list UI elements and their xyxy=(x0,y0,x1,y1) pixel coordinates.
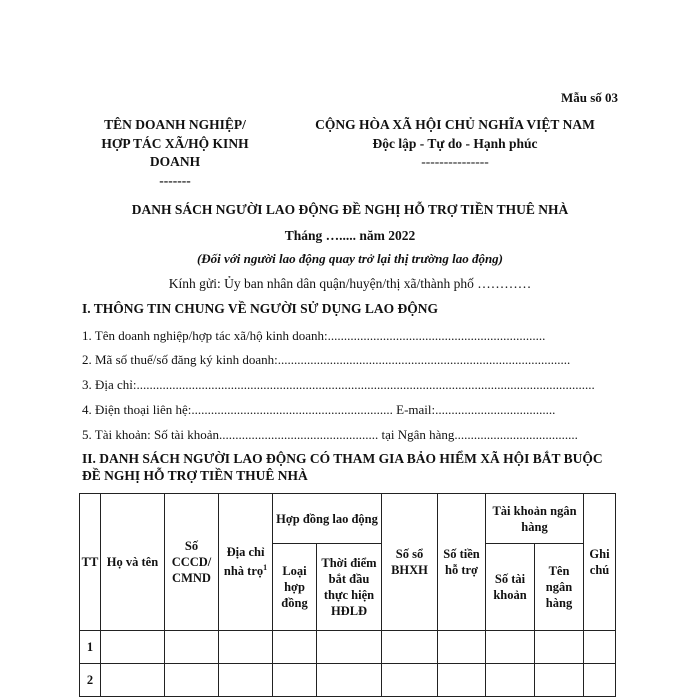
nation-motto: Độc lập - Tự do - Hạnh phúc xyxy=(372,135,538,151)
field-tax-code: 2. Mã số thuế/số đăng ký kinh doanh:.......................................................................................... xyxy=(82,352,571,367)
organization-header xyxy=(80,116,270,190)
col-header-bank-name: Tên ngân hàng xyxy=(535,544,584,631)
cell-account-no xyxy=(486,664,535,697)
field-address: 3. Địa chỉ:............................................................................................................................................. xyxy=(82,377,595,392)
col-header-amount: Số tiền hỗ trợ xyxy=(438,494,486,631)
col-header-address-text: Địa chỉ nhà trọ xyxy=(223,545,265,579)
org-header-dash: ------- xyxy=(159,172,191,188)
cell-contract-type xyxy=(273,631,317,664)
cell-account-no xyxy=(486,631,535,664)
table-header-row xyxy=(80,494,616,544)
field-bank-account: 5. Tài khoản: Số tài khoản................................................. tại Ngân hàng...................................... xyxy=(82,427,578,442)
row-number: 1 xyxy=(80,631,101,664)
cell-contract-type xyxy=(273,664,317,697)
group-header-contract: Hợp đồng lao động xyxy=(273,494,382,544)
recipient-line: Kính gửi: Ủy ban nhân dân quận/huyện/thị xã/thành phố ………… xyxy=(168,276,532,291)
col-header-account-no: Số tài khoản xyxy=(486,544,535,631)
cell-bank-name xyxy=(535,664,584,697)
nation-header-line1: CỘNG HÒA XÃ HỘI CHỦ NGHĨA VIỆT NAM xyxy=(315,117,595,132)
document-title: DANH SÁCH NGƯỜI LAO ĐỘNG ĐỀ NGHỊ HỖ TRỢ TIỀN THUÊ NHÀ xyxy=(131,202,569,217)
col-header-contract-type: Loại hợp đồng xyxy=(273,544,317,631)
col-header-name: Họ và tên xyxy=(101,494,165,631)
col-header-note: Ghi chú xyxy=(584,494,616,631)
cell-bank-name xyxy=(535,631,584,664)
field-phone-email: 4. Điện thoại liên hệ:.............................................................. E-mail:..................................... xyxy=(82,402,556,417)
footnote-marker: 1 xyxy=(263,563,268,573)
cell-address xyxy=(219,664,273,697)
target-note: (Đối với người lao động quay trở lại thị trường lao động) xyxy=(196,251,504,266)
table-row xyxy=(80,664,616,697)
table-row xyxy=(80,631,616,664)
field-business-name: 1. Tên doanh nghiệp/hợp tác xã/hộ kinh doanh:................................................................... xyxy=(82,328,546,343)
cell-contract-start xyxy=(317,631,382,664)
section1-heading: I. THÔNG TIN CHUNG VỀ NGƯỜI SỬ DỤNG LAO ĐỘNG xyxy=(82,301,439,316)
cell-name xyxy=(101,631,165,664)
section2-heading-line2: ĐỀ NGHỊ HỖ TRỢ TIỀN THUÊ NHÀ xyxy=(82,468,308,483)
cell-amount xyxy=(438,664,486,697)
col-header-contract-start: Thời điểm bắt đầu thực hiện HĐLĐ xyxy=(317,544,382,631)
section2-heading xyxy=(82,450,622,484)
section2-heading-line1: II. DANH SÁCH NGƯỜI LAO ĐỘNG CÓ THAM GIA BẢO HIỂM XÃ HỘI BẮT BUỘC xyxy=(82,451,603,466)
col-header-tt: TT xyxy=(80,494,101,631)
org-header-line3: DOANH xyxy=(149,154,201,169)
cell-id xyxy=(165,631,219,664)
cell-amount xyxy=(438,631,486,664)
nation-header-dash: --------------- xyxy=(421,154,489,169)
col-header-address xyxy=(219,494,273,631)
national-header xyxy=(270,116,640,172)
cell-name xyxy=(101,664,165,697)
org-header-line2: HỢP TÁC XÃ/HỘ KINH xyxy=(101,135,249,151)
cell-note xyxy=(584,664,616,697)
employee-table xyxy=(79,493,616,697)
cell-insurance xyxy=(382,631,438,664)
col-header-insurance: Số sổ BHXH xyxy=(382,494,438,631)
row-number: 2 xyxy=(80,664,101,697)
cell-contract-start xyxy=(317,664,382,697)
cell-note xyxy=(584,631,616,664)
form-code: Mẫu số 03 xyxy=(560,90,618,105)
group-header-bank: Tài khoản ngân hàng xyxy=(486,494,584,544)
cell-address xyxy=(219,631,273,664)
cell-insurance xyxy=(382,664,438,697)
col-header-id: Số CCCD/ CMND xyxy=(165,494,219,631)
month-year-line: Tháng …..... năm 2022 xyxy=(284,228,416,243)
cell-id xyxy=(165,664,219,697)
org-header-line1: TÊN DOANH NGHIỆP/ xyxy=(104,117,246,132)
